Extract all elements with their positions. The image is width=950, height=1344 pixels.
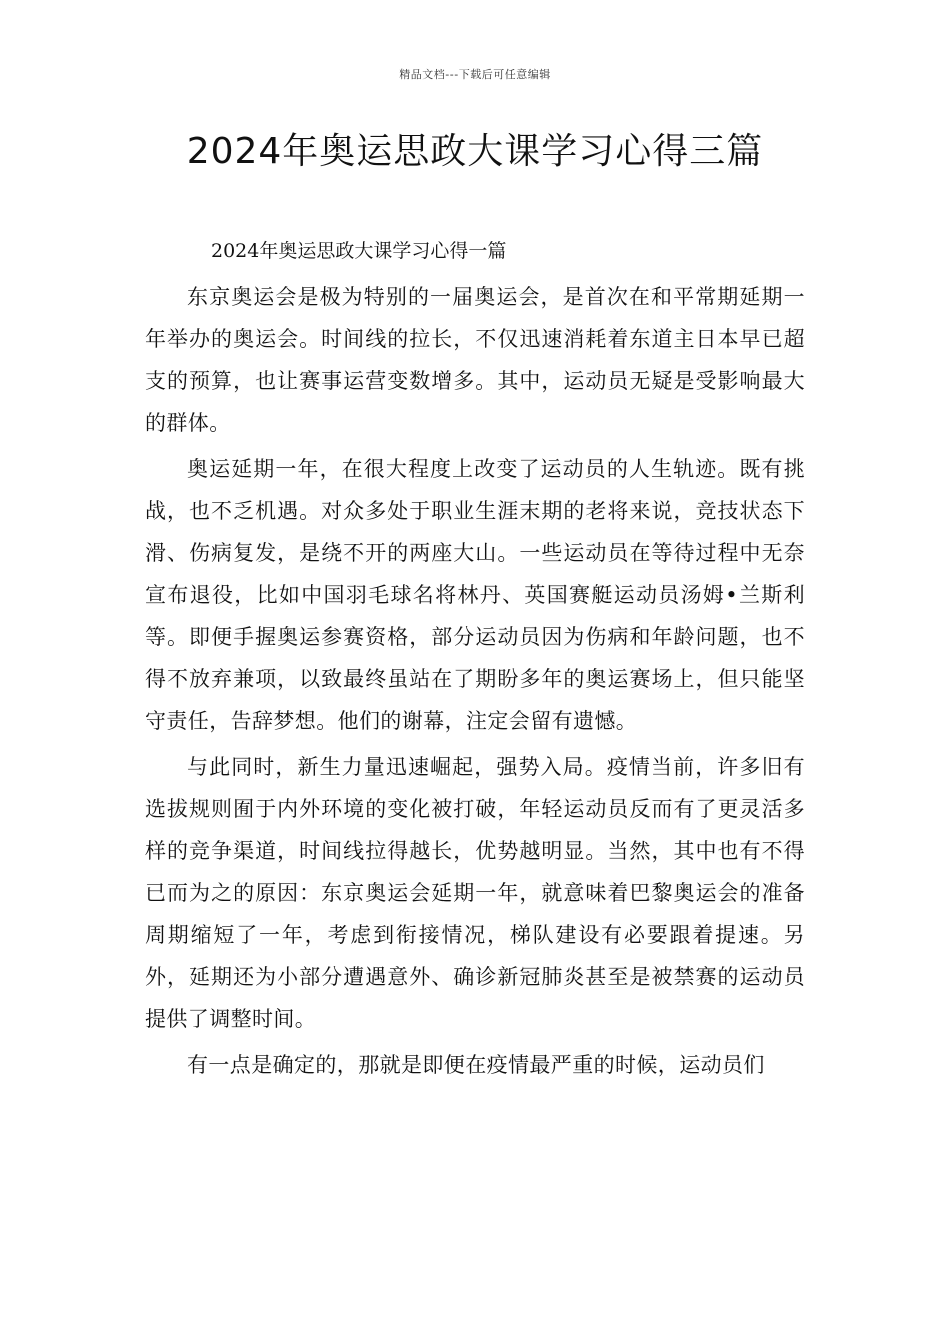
paragraph-3: 与此同时，新生力量迅速崛起，强势入局。疫情当前，许多旧有选拔规则囿于内外环境的变化被打破，年轻运动员反而有了更灵活多样的竞争渠道，时间线拉得越长，优势越明显。当然，其中也有不得已而为之的原因：东京奥运会延期一年，就意味着巴黎奥运会的准备周期缩短了一年，考虑到衔接情况，梯队建设有必要跟着提速。另外，延期还为小部分遭遇意外、确诊新冠肺炎甚至是被禁赛的运动员提供了调整时间。 xyxy=(145,755,805,1031)
section-heading: 2024年奥运思政大课学习心得一篇 xyxy=(211,240,507,262)
document-body xyxy=(145,230,805,1086)
paragraph-4: 有一点是确定的，那就是即便在疫情最严重的时候，运动员们 xyxy=(187,1053,765,1077)
paragraph-1: 东京奥运会是极为特别的一届奥运会，是首次在和平常期延期一年举办的奥运会。时间线的拉长，不仅迅速消耗着东道主日本早已超支的预算，也让赛事运营变数增多。其中，运动员无疑是受影响最大的群体。 xyxy=(145,285,805,435)
page-header-note: 精品文档---下载后可任意编辑 xyxy=(399,68,551,81)
paragraph-2: 奥运延期一年，在很大程度上改变了运动员的人生轨迹。既有挑战，也不乏机遇。对众多处于职业生涯末期的老将来说，竞技状态下滑、伤病复发，是绕不开的两座大山。一些运动员在等待过程中无奈宣布退役，比如中国羽毛球名将林丹、英国赛艇运动员汤姆•兰斯利等。即便手握奥运参赛资格，部分运动员因为伤病和年龄问题，也不得不放弃兼项，以致最终虽站在了期盼多年的奥运赛场上，但只能坚守责任，告辞梦想。他们的谢幕，注定会留有遗憾。 xyxy=(145,457,805,733)
document-title: 2024年奥运思政大课学习心得三篇 xyxy=(186,131,764,172)
